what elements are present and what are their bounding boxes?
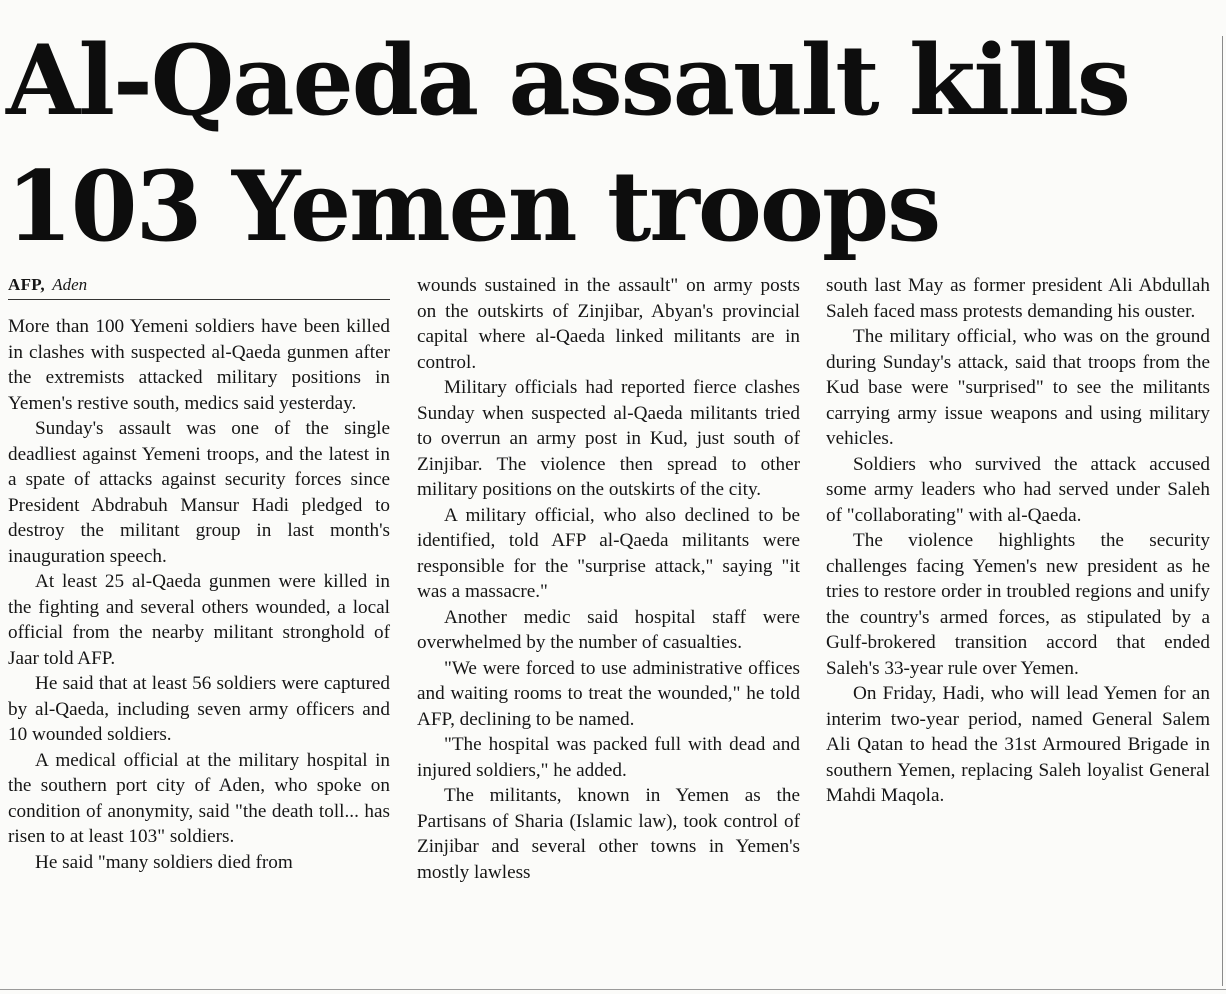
paragraph: "The hospital was packed full with dead and injured soldiers," he added. <box>417 734 800 781</box>
paragraph: He said "many soldiers died from <box>35 851 293 873</box>
paragraph: More than 100 Yemeni soldiers have been killed in clashes with suspected al-Qaeda gunmen after the extremists attacked military positions in Yemen's restive south, medics said yesterday. <box>8 316 390 414</box>
byline-agency: AFP, <box>8 275 45 294</box>
article-column-1 <box>8 273 390 875</box>
clipping-edge-bottom <box>0 989 1226 990</box>
article-column-3 <box>826 273 1210 809</box>
paragraph: Sunday's assault was one of the single deadliest against Yemeni troops, and the latest in a spate of attacks against security forces since President Abdrabuh Mansur Hadi pledged to destroy the militant group in last month's inauguration speech. <box>8 418 390 567</box>
headline <box>6 18 1186 270</box>
clipping-edge-right <box>1222 36 1223 986</box>
paragraph: On Friday, Hadi, who will lead Yemen for an interim two-year period, named General Salem Ali Qatan to head the 31st Armoured Brigade in southern Yemen, replacing Saleh loyalist General Mahdi Maqola. <box>826 683 1210 806</box>
paragraph: Another medic said hospital staff were overwhelmed by the number of casualties. <box>417 606 800 653</box>
paragraph: A medical official at the military hospital in the southern port city of Aden, who spoke on condition of anonymity, said "the death toll... has risen to at least 103" soldiers. <box>8 749 390 847</box>
paragraph: The military official, who was on the ground during Sunday's attack, said that troops from the Kud base were "surprised" to see the militants carrying army issue weapons and using military vehicles. <box>826 326 1210 449</box>
headline-line-1: Al-Qaeda assault kills <box>6 24 1129 137</box>
headline-line-2: 103 Yemen troops <box>6 150 940 263</box>
byline <box>8 273 390 300</box>
paragraph: The violence highlights the security challenges facing Yemen's new president as he tries to restore order in troubled regions and unify the country's armed forces, as stipulated by a Gulf-brokered transition accord that ended Saleh's 33-year rule over Yemen. <box>826 530 1210 679</box>
paragraph: He said that at least 56 soldiers were captured by al-Qaeda, including seven army officers and 10 wounded soldiers. <box>8 673 390 745</box>
paragraph: A military official, who also declined to be identified, told AFP al-Qaeda militants were responsible for the "surprise attack," saying "it was a massacre." <box>417 504 800 602</box>
byline-location: Aden <box>52 275 88 294</box>
paragraph: Soldiers who survived the attack accused some army leaders who had served under Saleh of "collaborating" with al-Qaeda. <box>826 453 1210 526</box>
paragraph: At least 25 al-Qaeda gunmen were killed in the fighting and several others wounded, a local official from the nearby militant stronghold of Jaar told AFP. <box>8 571 390 669</box>
paragraph: "We were forced to use administrative offices and waiting rooms to treat the wounded," he told AFP, declining to be named. <box>417 657 800 730</box>
paragraph: The militants, known in Yemen as the Partisans of Sharia (Islamic law), took control of Zinjibar and several other towns in Yemen's mostly lawless <box>417 785 800 883</box>
paragraph: south last May as former president Ali Abdullah Saleh faced mass protests demanding his ouster. <box>826 275 1210 322</box>
article-column-2 <box>417 273 800 885</box>
paragraph: wounds sustained in the assault" on army posts on the outskirts of Zinjibar, Abyan's provincial capital where al-Qaeda linked militants are in control. <box>417 275 800 373</box>
paragraph: Military officials had reported fierce clashes Sunday when suspected al-Qaeda militants tried to overrun an army post in Kud, just south of Zinjibar. The violence then spread to other military positions on the outskirts of the city. <box>417 377 800 500</box>
